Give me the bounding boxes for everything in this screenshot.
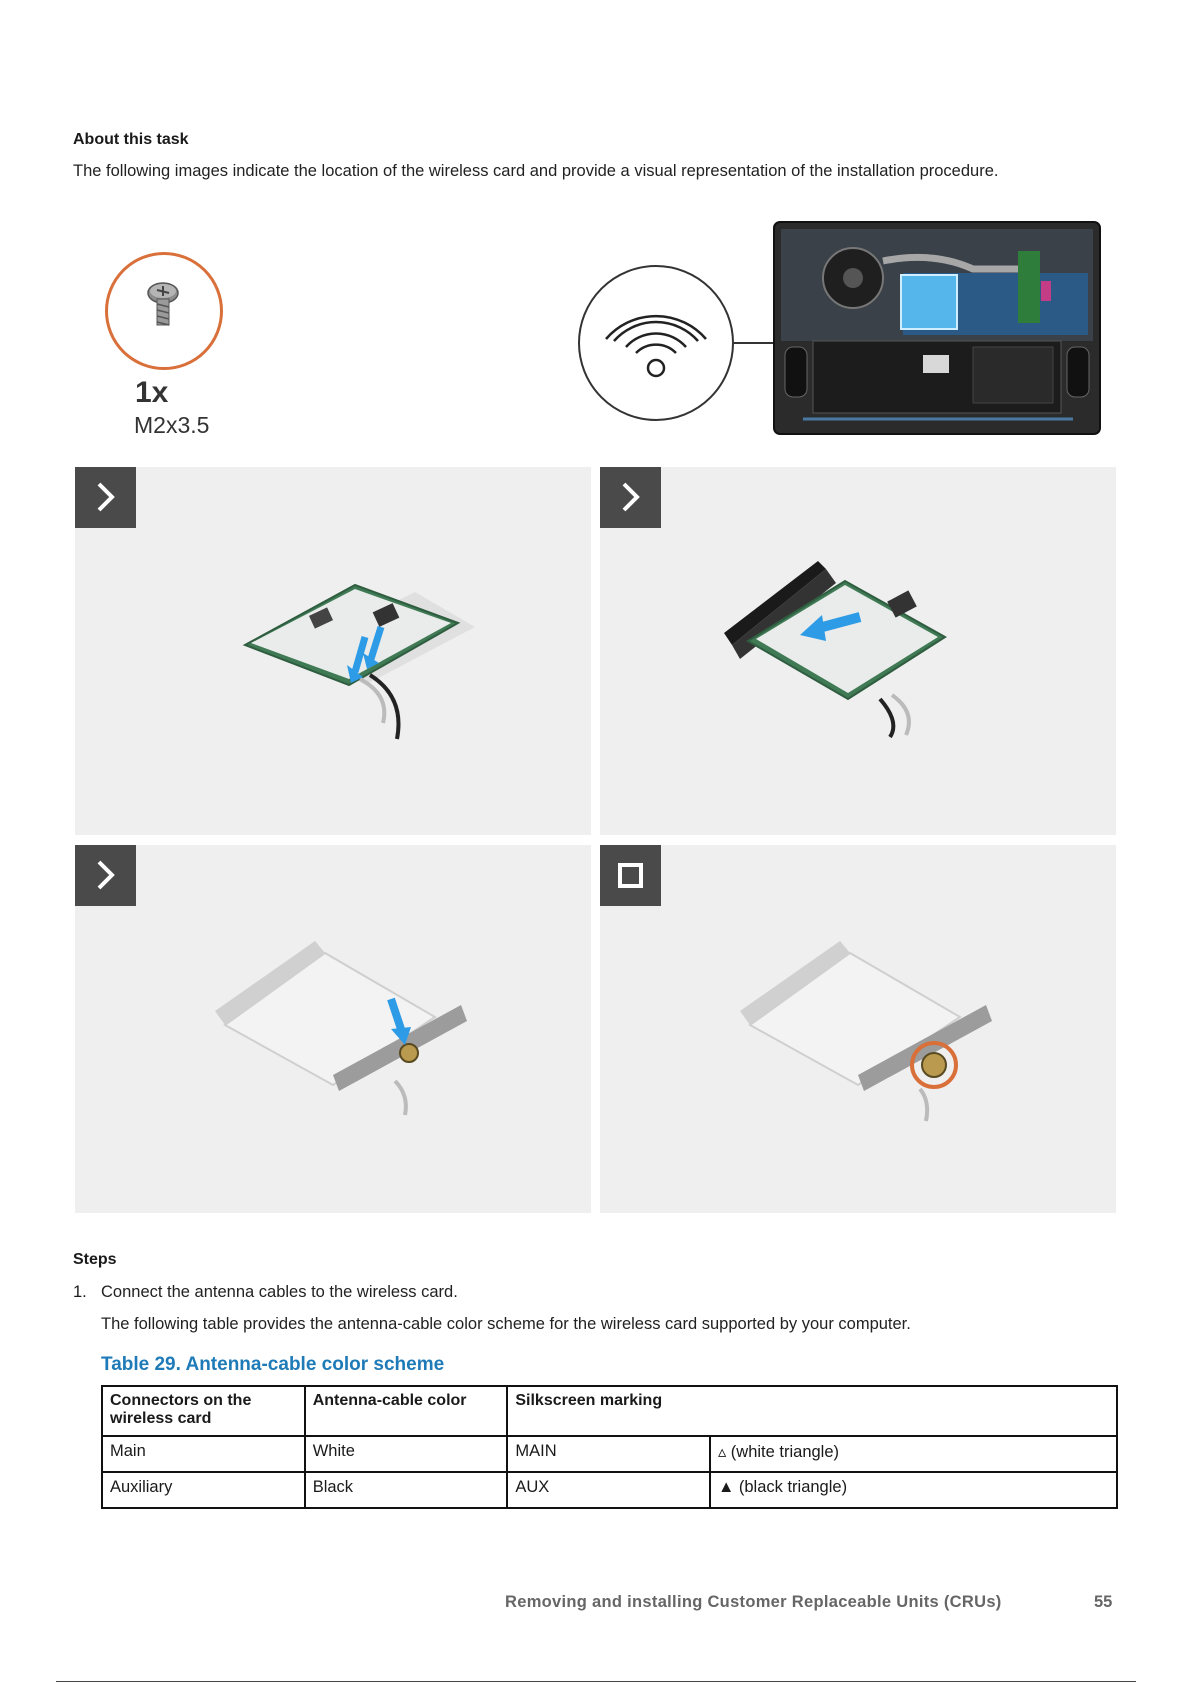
about-heading: About this task [73, 131, 189, 148]
table-cell: ▲ (black triangle) [710, 1472, 1117, 1508]
step-panel-4 [600, 845, 1116, 1213]
step-number: 1. [73, 1283, 87, 1301]
screw-icon [108, 255, 220, 367]
table-cell: White [305, 1436, 508, 1472]
chevron-right-icon [75, 467, 136, 528]
table-cell: Main [102, 1436, 305, 1472]
table-cell: Auxiliary [102, 1472, 305, 1508]
table-cell: AUX [507, 1472, 710, 1508]
stop-square-icon [600, 845, 661, 906]
table-cell: Black [305, 1472, 508, 1508]
step-badge [75, 467, 136, 528]
table-caption: Table 29. Antenna-cable color scheme [101, 1354, 445, 1375]
table-cell: ▵ (white triangle) [710, 1436, 1117, 1472]
steps-heading: Steps [73, 1251, 117, 1268]
chevron-right-icon [600, 467, 661, 528]
screw-size: M2x3.5 [134, 412, 210, 438]
table-row [102, 1436, 1117, 1472]
footer-rule [56, 1681, 1136, 1682]
bracket-screw-illustration [75, 845, 591, 1213]
table-header: Antenna-cable color [305, 1386, 508, 1436]
insert-card-illustration [600, 467, 1116, 835]
screw-callout [105, 252, 223, 370]
table-row [102, 1472, 1117, 1508]
step-badge [600, 845, 661, 906]
table-header-row [102, 1386, 1117, 1436]
wireless-callout [578, 265, 734, 421]
page-number: 55 [1094, 1593, 1113, 1611]
wifi-icon [580, 267, 732, 419]
step-text: Connect the antenna cables to the wireless card. [101, 1283, 458, 1301]
table-header: Connectors on the wireless card [102, 1386, 305, 1436]
table-header: Silkscreen marking [507, 1386, 1117, 1436]
intro-paragraph: The following images indicate the location of the wireless card and provide a visual representation of the installation procedure. [73, 162, 999, 180]
step-badge [600, 467, 661, 528]
antenna-color-table [101, 1385, 1118, 1509]
screw-count: 1x [135, 376, 169, 409]
step-panel-1 [75, 467, 591, 835]
step-panel-2 [600, 467, 1116, 835]
step-badge [75, 845, 136, 906]
connect-antenna-illustration [75, 467, 591, 835]
screw-installed-illustration [600, 845, 1116, 1213]
laptop-base-illustration [773, 221, 1101, 435]
chevron-right-icon [75, 845, 136, 906]
step-subtext: The following table provides the antenna-cable color scheme for the wireless card supported by your computer. [101, 1315, 911, 1333]
step-panel-3 [75, 845, 591, 1213]
footer-section-title: Removing and installing Customer Replaceable Units (CRUs) [505, 1593, 1002, 1611]
table-cell: MAIN [507, 1436, 710, 1472]
